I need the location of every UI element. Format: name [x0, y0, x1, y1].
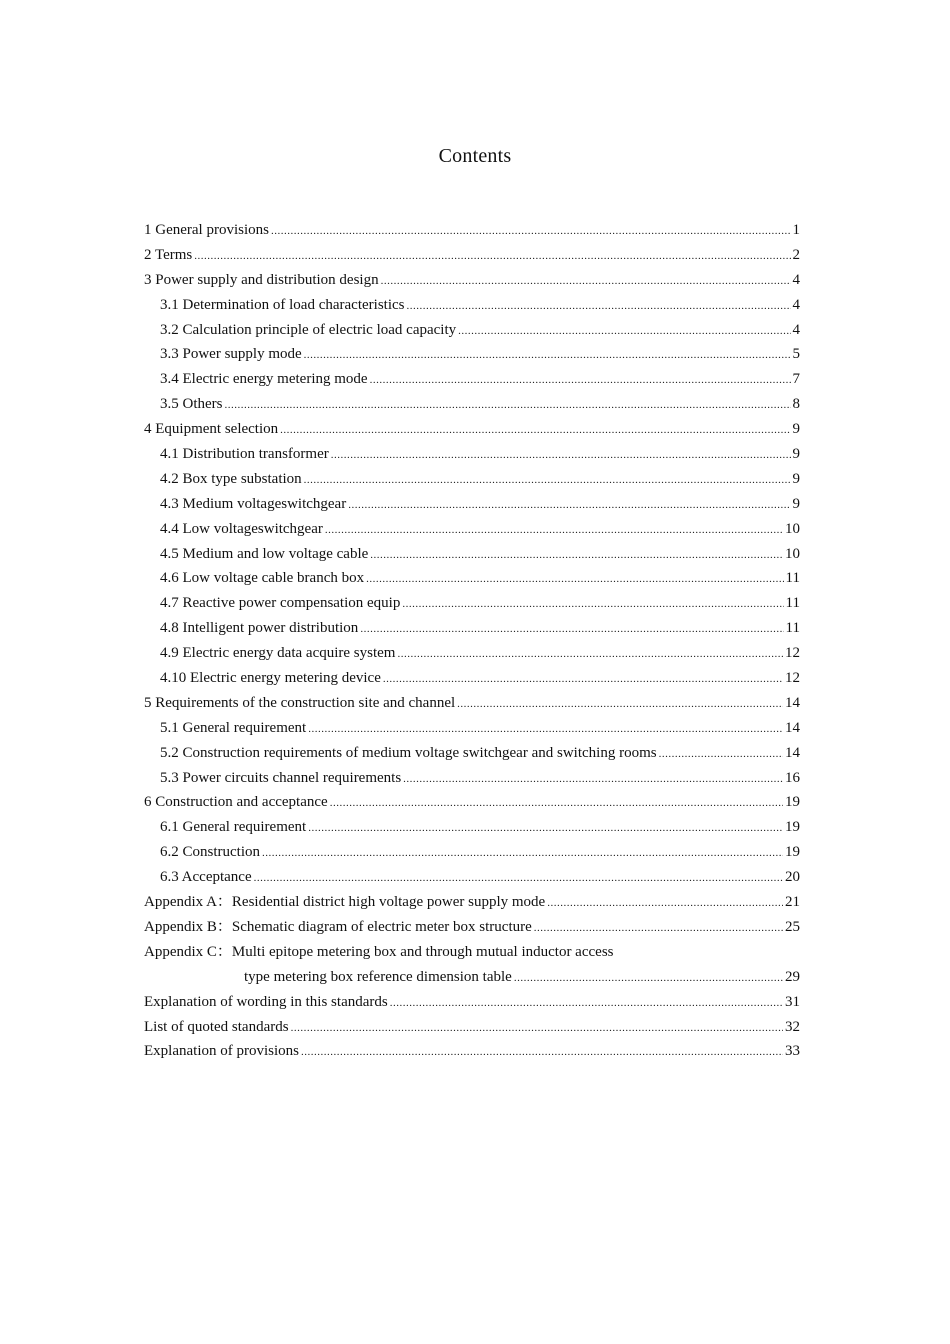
toc-entry-label: 4 Equipment selection — [144, 421, 279, 438]
table-of-contents — [144, 218, 800, 1064]
toc-entry-page: 21 — [785, 894, 800, 911]
toc-entry-label: Appendix B：Schematic diagram of electric meter box structure — [144, 918, 532, 935]
toc-entry[interactable] — [144, 342, 800, 367]
toc-entry-page: 11 — [785, 570, 800, 587]
toc-entry-page: 4 — [792, 296, 800, 313]
toc-entry-page: 10 — [785, 520, 800, 537]
toc-entry-label: 4.4 Low voltageswitchgear — [160, 520, 323, 537]
toc-entry-label: 6 Construction and acceptance — [144, 794, 328, 811]
toc-leader-dots — [407, 294, 791, 319]
toc-entry-page: 9 — [792, 470, 800, 487]
toc-entry-label: 6.1 General requirement — [160, 819, 307, 836]
toc-entry[interactable] — [144, 218, 800, 243]
toc-entry-label: 4.10 Electric energy metering device — [160, 670, 381, 687]
toc-entry[interactable] — [144, 890, 800, 915]
toc-leader-dots — [402, 592, 783, 617]
toc-entry[interactable] — [144, 492, 800, 517]
toc-leader-dots — [262, 841, 783, 866]
toc-entry-appendix-c[interactable] — [144, 940, 800, 965]
toc-entry-label: 3.3 Power supply mode — [160, 346, 302, 363]
toc-entry-page: 16 — [785, 769, 800, 786]
toc-entry-page: 2 — [792, 246, 800, 263]
toc-entry[interactable] — [144, 990, 800, 1015]
toc-entry-page: 33 — [785, 1043, 800, 1060]
toc-leader-dots — [403, 767, 783, 792]
toc-entry-label: 4.9 Electric energy data acquire system — [160, 645, 396, 662]
toc-leader-dots — [304, 468, 791, 493]
toc-entry-page: 14 — [785, 744, 800, 761]
toc-entry-page: 32 — [785, 1018, 800, 1035]
toc-leader-dots — [291, 1016, 783, 1041]
toc-tail-list — [144, 990, 800, 1065]
toc-entry-page: 11 — [785, 620, 800, 637]
toc-main-list — [144, 218, 800, 940]
toc-leader-dots — [325, 518, 783, 543]
toc-entry-page: 11 — [785, 595, 800, 612]
toc-entry-page: 9 — [792, 421, 800, 438]
toc-entry-label: 5.3 Power circuits channel requirements — [160, 769, 402, 786]
toc-leader-dots — [534, 916, 783, 941]
toc-entry-label: 5.2 Construction requirements of medium voltage switchgear and switching rooms — [160, 744, 657, 761]
toc-entry-label: 4.2 Box type substation — [160, 470, 302, 487]
toc-entry-page: 10 — [785, 545, 800, 562]
toc-entry-page: 1 — [792, 222, 800, 238]
toc-leader-dots — [308, 816, 783, 841]
toc-entry[interactable] — [144, 915, 800, 940]
toc-entry-label: 2 Terms — [144, 246, 193, 263]
toc-entry[interactable] — [144, 566, 800, 591]
toc-entry[interactable] — [144, 467, 800, 492]
toc-entry-label: 4.5 Medium and low voltage cable — [160, 545, 369, 562]
toc-entry-page: 8 — [792, 396, 800, 413]
toc-entry[interactable] — [144, 293, 800, 318]
toc-entry-label: type metering box reference dimension table — [244, 968, 512, 985]
toc-entry[interactable] — [144, 766, 800, 791]
toc-entry[interactable] — [144, 442, 800, 467]
toc-entry-label: 5.1 General requirement — [160, 719, 307, 736]
toc-entry-label: 4.1 Distribution transformer — [160, 446, 329, 463]
toc-leader-dots — [280, 418, 790, 443]
toc-leader-dots — [383, 667, 783, 692]
toc-leader-dots — [194, 244, 790, 269]
toc-leader-dots — [360, 617, 783, 642]
toc-entry-appendix-c-continued[interactable] — [144, 965, 800, 990]
toc-leader-dots — [370, 543, 783, 568]
toc-leader-dots — [304, 343, 791, 368]
toc-entry[interactable] — [144, 417, 800, 442]
toc-entry-label: 3.2 Calculation principle of electric load capacity — [160, 321, 457, 338]
toc-entry-label: 4.7 Reactive power compensation equip — [160, 595, 401, 612]
toc-leader-dots — [370, 368, 791, 393]
toc-leader-dots — [348, 493, 790, 518]
toc-entry-label: Explanation of provisions — [144, 1043, 299, 1060]
toc-entry[interactable] — [144, 367, 800, 392]
toc-entry-page: 19 — [785, 794, 800, 811]
toc-entry-page: 5 — [792, 346, 800, 363]
toc-entry-page: 29 — [785, 968, 800, 985]
toc-leader-dots — [308, 717, 783, 742]
toc-leader-dots — [381, 269, 791, 294]
toc-leader-dots — [225, 393, 791, 418]
toc-entry-page: 14 — [785, 694, 800, 711]
toc-entry[interactable] — [144, 641, 800, 666]
toc-entry-label: 4.3 Medium voltageswitchgear — [160, 495, 347, 512]
toc-entry-page: 4 — [792, 321, 800, 338]
toc-leader-dots — [254, 866, 783, 891]
page-title: Contents — [438, 145, 512, 167]
toc-entry-page: 9 — [792, 446, 800, 463]
toc-entry[interactable] — [144, 815, 800, 840]
toc-entry-page: 9 — [792, 495, 800, 512]
toc-entry[interactable] — [144, 616, 800, 641]
toc-entry-label: 6.2 Construction — [160, 844, 260, 861]
toc-entry-label: List of quoted standards — [144, 1018, 289, 1035]
toc-entry[interactable] — [144, 542, 800, 567]
toc-entry[interactable] — [144, 865, 800, 890]
toc-entry-page: 14 — [785, 719, 800, 736]
toc-entry-label: Explanation of wording in this standards — [144, 993, 388, 1010]
toc-entry[interactable] — [144, 790, 800, 815]
toc-leader-dots — [390, 991, 783, 1016]
toc-entry-label: 4.8 Intelligent power distribution — [160, 620, 359, 637]
toc-entry[interactable] — [144, 392, 800, 417]
toc-entry-label: 3.4 Electric energy metering mode — [160, 371, 368, 388]
toc-leader-dots — [458, 319, 790, 344]
toc-entry-label: 3.1 Determination of load characteristics — [160, 296, 405, 313]
toc-entry[interactable] — [144, 1039, 800, 1064]
toc-leader-dots — [514, 966, 783, 991]
toc-entry-label: 3 Power supply and distribution design — [144, 271, 379, 288]
toc-entry-label: 3.5 Others — [160, 396, 223, 413]
toc-entry[interactable] — [144, 741, 800, 766]
toc-entry-label: 6.3 Acceptance — [160, 869, 252, 886]
toc-entry-label: Appendix C：Multi epitope metering box and through mutual inductor access — [144, 943, 614, 960]
toc-entry[interactable] — [144, 716, 800, 741]
toc-entry[interactable] — [144, 1015, 800, 1040]
toc-entry-label: 1 General provisions — [144, 222, 269, 238]
toc-leader-dots — [301, 1040, 783, 1065]
toc-leader-dots — [659, 742, 783, 767]
toc-leader-dots — [271, 219, 791, 244]
toc-entry-page: 7 — [792, 371, 800, 388]
toc-entry[interactable] — [144, 268, 800, 293]
toc-entry-page: 31 — [785, 993, 800, 1010]
toc-leader-dots — [397, 642, 783, 667]
toc-entry-page: 4 — [792, 271, 800, 288]
toc-entry-label: Appendix A：Residential district high voltage power supply mode — [144, 894, 546, 911]
toc-leader-dots — [366, 567, 783, 592]
toc-entry[interactable] — [144, 691, 800, 716]
toc-entry[interactable] — [144, 318, 800, 343]
toc-entry[interactable] — [144, 517, 800, 542]
toc-entry-label: 5 Requirements of the construction site and channel — [144, 694, 456, 711]
toc-entry[interactable] — [144, 243, 800, 268]
toc-leader-dots — [330, 791, 783, 816]
toc-entry-page: 12 — [785, 670, 800, 687]
toc-leader-dots — [457, 692, 783, 717]
toc-entry-page: 19 — [785, 819, 800, 836]
toc-leader-dots — [547, 891, 783, 916]
toc-leader-dots — [331, 443, 791, 468]
toc-entry-page: 12 — [785, 645, 800, 662]
toc-entry-page: 25 — [785, 918, 800, 935]
toc-entry-page: 19 — [785, 844, 800, 861]
toc-entry[interactable] — [144, 666, 800, 691]
toc-entry-label: 4.6 Low voltage cable branch box — [160, 570, 365, 587]
toc-entry[interactable] — [144, 840, 800, 865]
toc-entry-page: 20 — [785, 869, 800, 886]
toc-entry[interactable] — [144, 591, 800, 616]
